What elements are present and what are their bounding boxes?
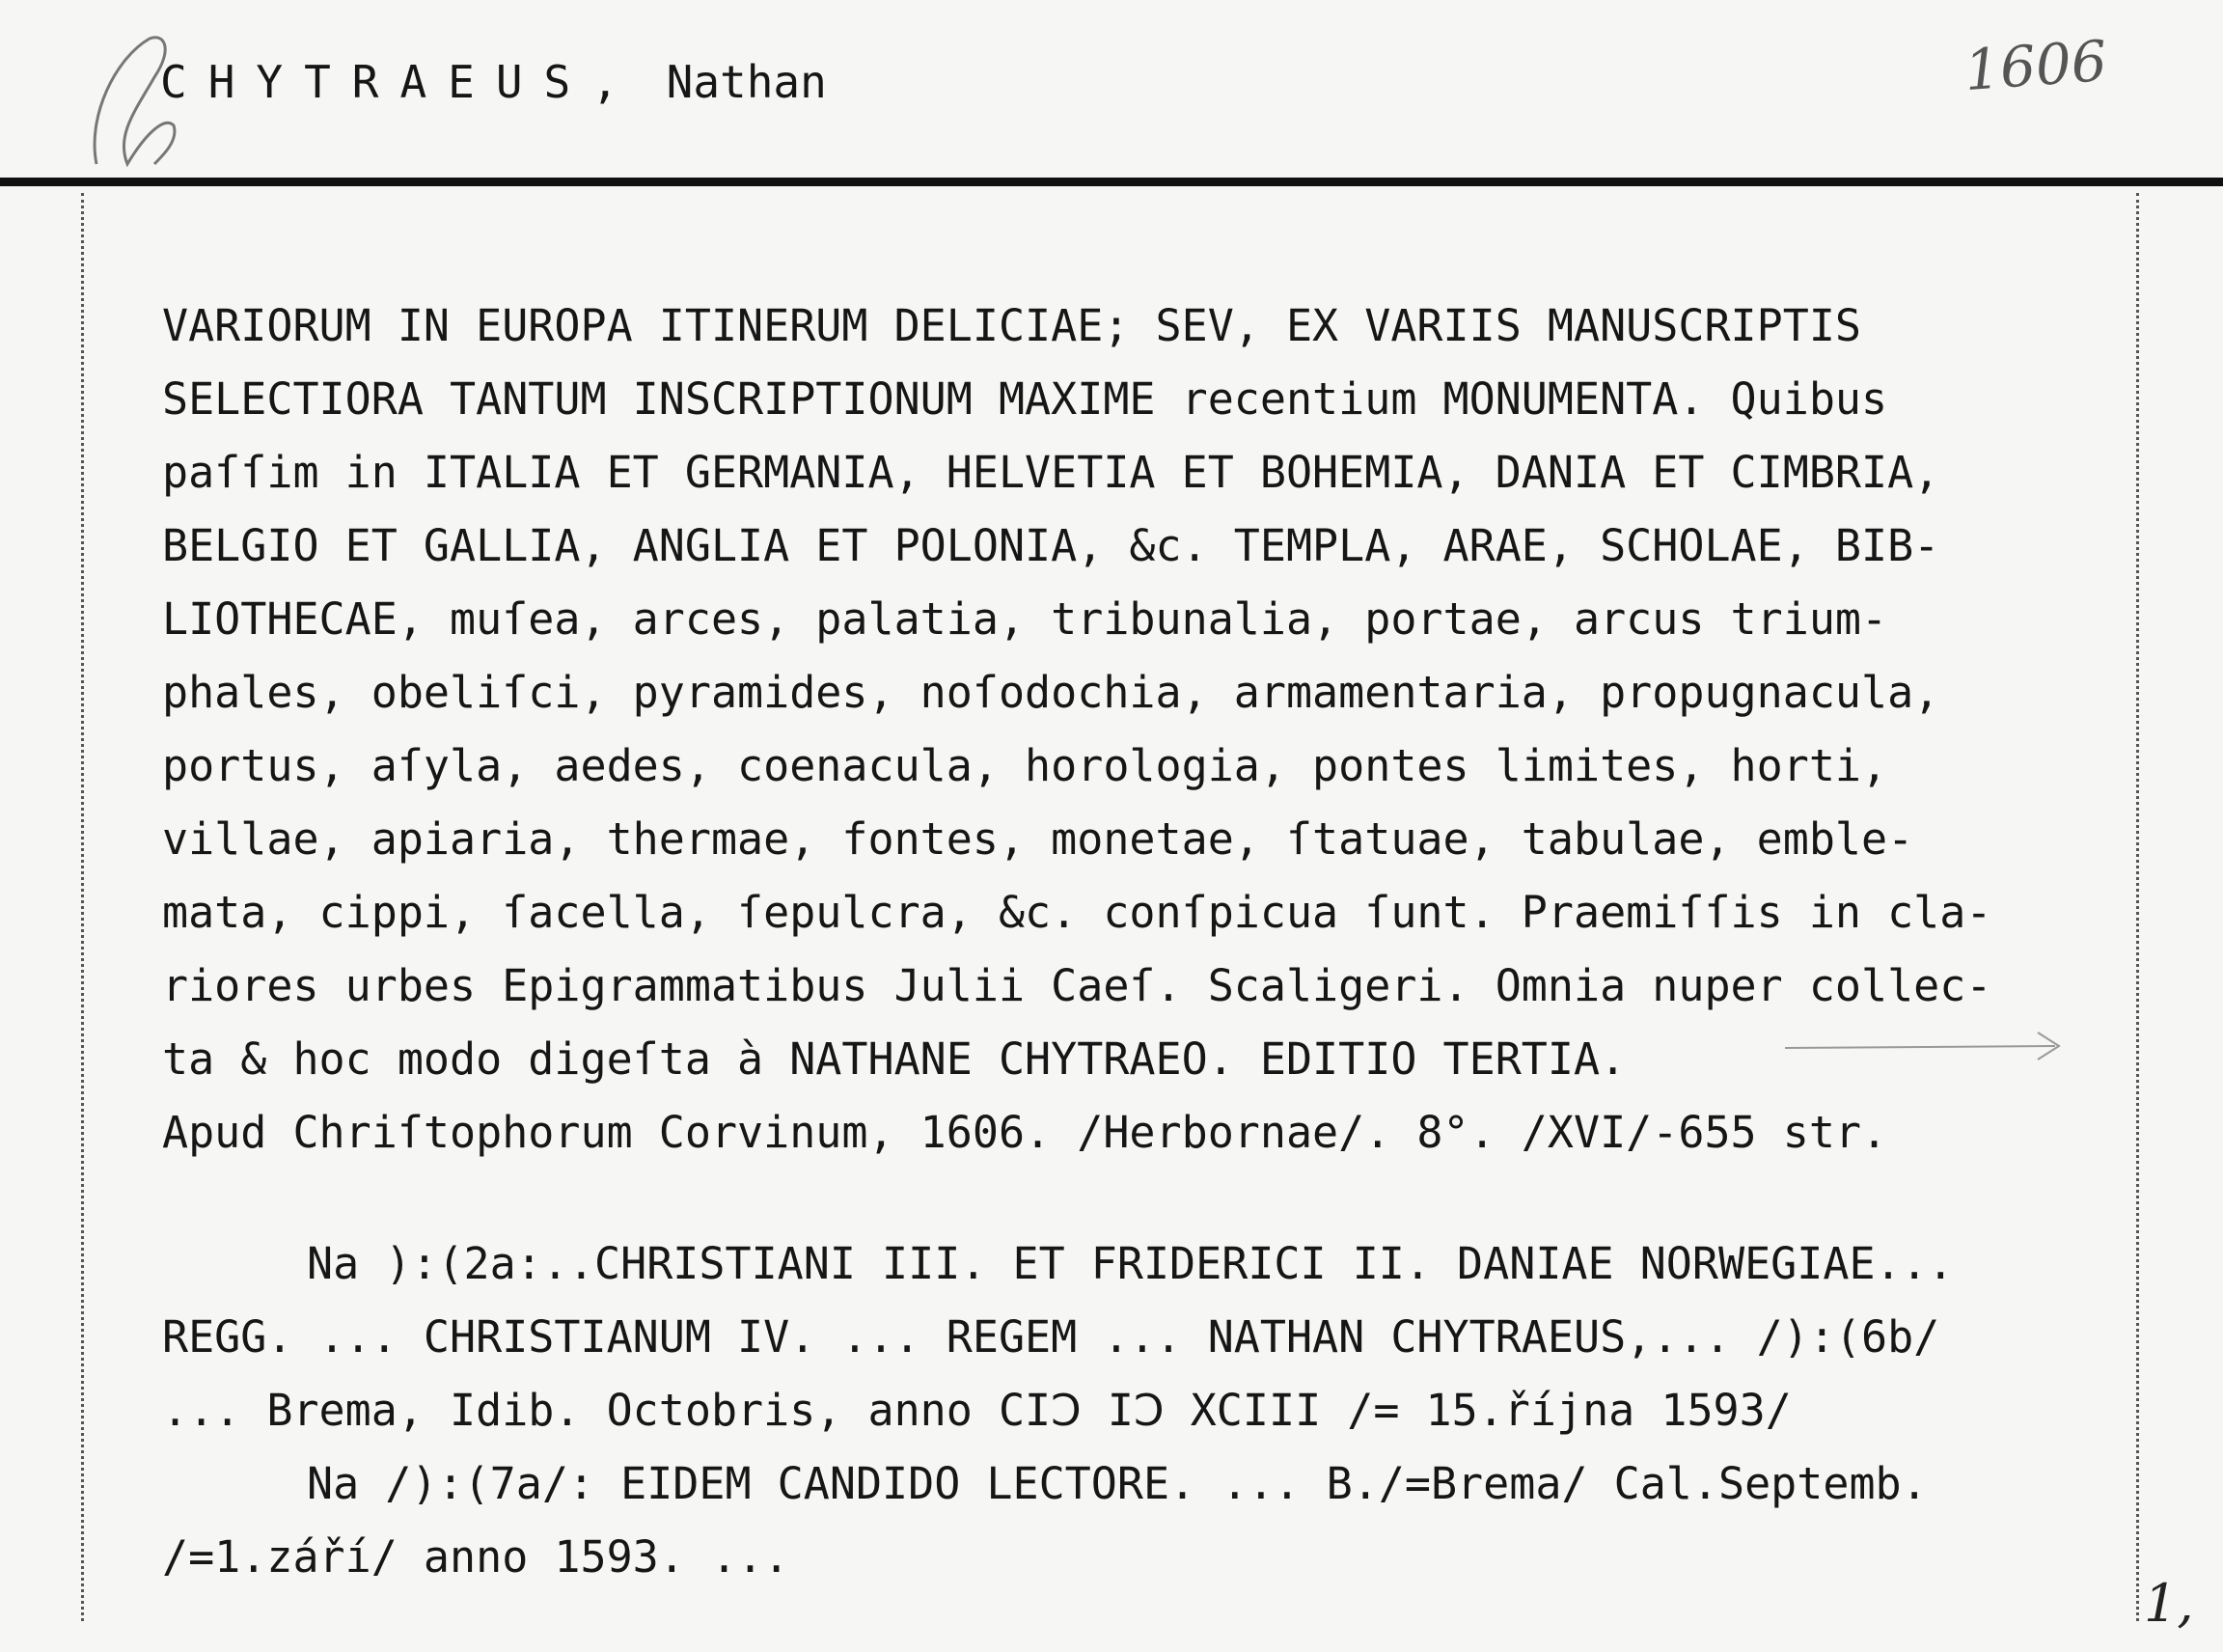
body-line: SELECTIORA TANTUM INSCRIPTIONUM MAXIME recentium MONUMENTA. Quibus xyxy=(162,373,1888,425)
contents-note xyxy=(162,1227,2140,1447)
body-line: LIOTHECAE, muſea, arces, palatia, tribunalia, portae, arcus trium- xyxy=(162,593,1888,645)
note-line: ... Brema, Idib. Octobris, anno CIↃ IↃ XCIII /= 15.října 1593/ xyxy=(162,1385,1792,1436)
note-line: REGG. ... CHRISTIANUM IV. ... REGEM ... NATHAN CHYTRAEUS,... /):(6b/ xyxy=(162,1311,1940,1363)
handwritten-year: 1606 xyxy=(1962,27,2109,104)
body-line: portus, aſyla, aedes, coenacula, horologia, pontes limites, horti, xyxy=(162,740,1888,791)
left-dotted-border xyxy=(81,193,84,1621)
body-line: VARIORUM IN EUROPA ITINERUM DELICIAE; SEV, EX VARIIS MANUSCRIPTIS xyxy=(162,300,1861,351)
note-line: /=1.září/ anno 1593. ... xyxy=(162,1531,790,1583)
body-line: BELGIO ET GALLIA, ANGLIA ET POLONIA, &c. TEMPLA, ARAE, SCHOLAE, BIB- xyxy=(162,520,1940,571)
handwritten-arrow-icon xyxy=(1785,1019,2074,1067)
contents-note-second xyxy=(162,1447,2140,1594)
body-line: ta & hoc modo digeſta à NATHANE CHYTRAEO. EDITIO TERTIA. xyxy=(162,1033,1627,1085)
card-heading xyxy=(160,56,827,108)
body-line: mata, cippi, ſacella, ſepulcra, &c. conſpicua ſunt. Praemiſſis in cla- xyxy=(162,887,1992,938)
note-line: Na ):(2a:..CHRISTIANI III. ET FRIDERICI II. DANIAE NORWEGIAE... xyxy=(307,1238,1954,1289)
body-line: riores urbes Epigrammatibus Julii Caeſ. Scaligeri. Omnia nuper collec- xyxy=(162,960,1992,1011)
body-line: villae, apiaria, thermae, fontes, monetae, ſtatuae, tabulae, emble- xyxy=(162,813,1914,865)
body-line: paſſim in ITALIA ET GERMANIA, HELVETIA ET BOHEMIA, DANIA ET CIMBRIA, xyxy=(162,447,1940,498)
author-given-name: Nathan xyxy=(666,56,827,108)
header-rule xyxy=(0,178,2223,186)
body-line: phales, obeliſci, pyramides, noſodochia, armamentaria, propugnacula, xyxy=(162,667,1940,718)
card-header xyxy=(0,0,2223,183)
author-surname: CHYTRAEUS, xyxy=(160,56,640,108)
imprint-line: Apud Chriſtophorum Corvinum, 1606. /Herbornae/. 8°. /XVI/-655 str. xyxy=(162,1107,1888,1158)
handwritten-page-mark: 1, xyxy=(2144,1573,2194,1634)
note-line: Na /):(7a/: EIDEM CANDIDO LECTORE. ... B./=Brema/ Cal.Septemb. xyxy=(307,1458,1928,1509)
